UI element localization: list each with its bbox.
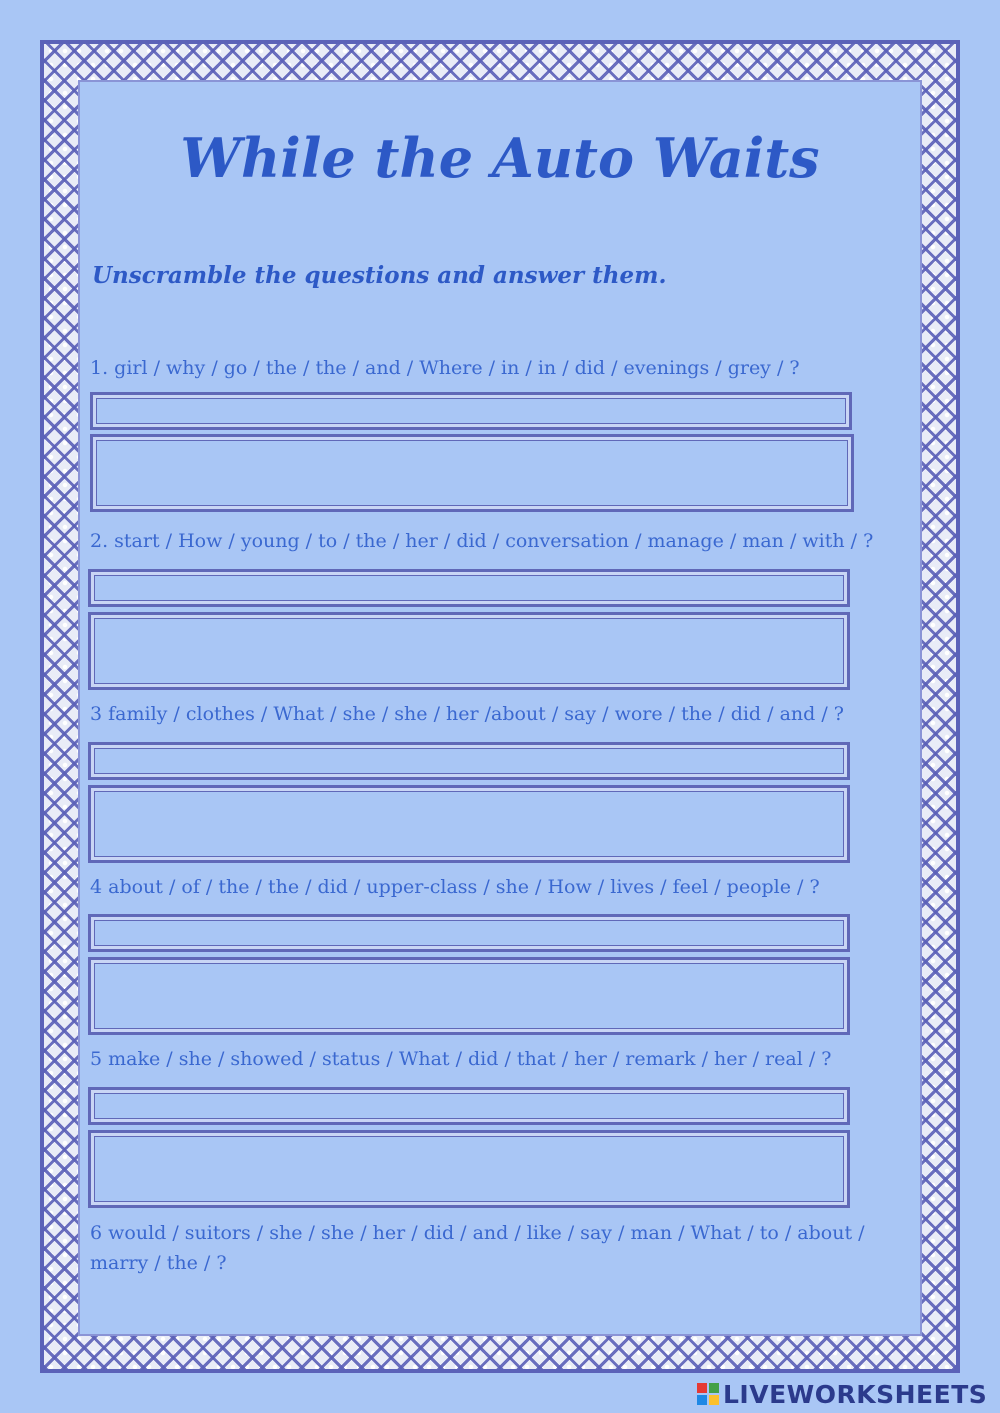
question-4-answer-field[interactable]	[88, 957, 850, 1035]
question-5: 5 make / she / showed / status / What / did / that / her / remark / her / real / ?	[90, 1048, 832, 1070]
question-3-unscramble-field[interactable]	[88, 742, 850, 780]
question-4: 4 about / of / the / the / did / upper-class / she / How / lives / feel / people / ?	[90, 876, 820, 898]
liveworksheets-logo[interactable]	[697, 1380, 987, 1408]
question-2: 2. start / How / young / to / the / her / did / conversation / manage / man / with / ?	[90, 530, 874, 552]
question-3-answer-field[interactable]	[88, 785, 850, 863]
question-5-answer-field[interactable]	[88, 1130, 850, 1208]
liveworksheets-logo-icon	[697, 1383, 719, 1405]
question-3: 3 family / clothes / What / she / she / her /about / say / wore / the / did / and / ?	[90, 703, 844, 725]
question-2-answer-field[interactable]	[88, 612, 850, 690]
question-5-unscramble-field[interactable]	[88, 1087, 850, 1125]
worksheet-title: While the Auto Waits	[180, 126, 820, 190]
question-1: 1. girl / why / go / the / the / and / Where / in / in / did / evenings / grey / ?	[90, 357, 800, 379]
logo-text: LIVEWORKSHEETS	[723, 1379, 988, 1409]
instruction-text: Unscramble the questions and answer them.	[92, 262, 667, 289]
question-4-unscramble-field[interactable]	[88, 914, 850, 952]
question-6: 6 would / suitors / she / she / her / did / and / like / say / man / What / to / about / marry / the / ?	[90, 1222, 865, 1274]
question-1-unscramble-field[interactable]	[90, 392, 852, 430]
question-2-unscramble-field[interactable]	[88, 569, 850, 607]
question-1-answer-field[interactable]	[90, 434, 854, 512]
